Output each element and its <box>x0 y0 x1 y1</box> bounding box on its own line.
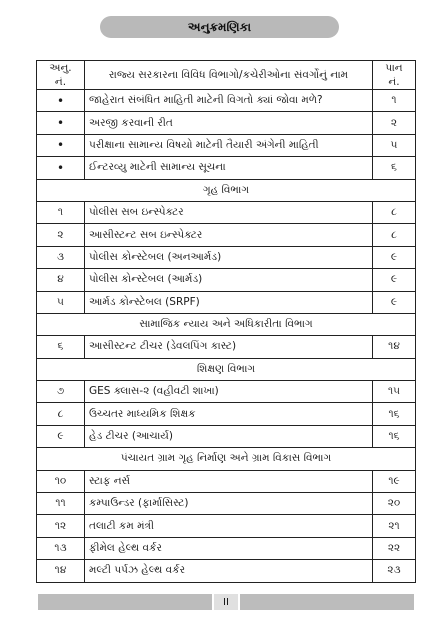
table-row <box>37 201 416 223</box>
row-page-no: ૨૩ <box>373 560 416 582</box>
row-serial-no: ૭ <box>37 381 85 403</box>
row-page-no: ૯ <box>373 291 416 313</box>
bullet-icon: • <box>37 90 85 112</box>
bullet-item-page: ૧ <box>373 90 416 112</box>
table-row <box>37 515 416 537</box>
row-page-no: ૧૬ <box>373 403 416 425</box>
row-serial-no: ૮ <box>37 403 85 425</box>
row-cadre-name: પોલીસ સબ ઇન્સ્પેક્ટર <box>85 201 373 223</box>
bullet-item-label: ઈન્ટરવ્યુ માટેની સામાન્ય સૂચના <box>85 157 373 179</box>
table-header-row <box>37 61 416 90</box>
header-serial-no: અનુ. નં. <box>37 61 85 90</box>
row-page-no: ૧૯ <box>373 470 416 492</box>
row-cadre-name: ફીમેલ હેલ્થ વર્કર <box>85 537 373 559</box>
row-serial-no: ૩ <box>37 246 85 268</box>
row-page-no: ૮ <box>373 224 416 246</box>
page-title: અનુક્રમણિકા <box>100 16 339 38</box>
bullet-row <box>37 90 416 112</box>
header-page-no: પાન નં. <box>373 61 416 90</box>
row-page-no: ૨૦ <box>373 493 416 515</box>
contents-table <box>36 60 416 583</box>
row-serial-no: ૧૦ <box>37 470 85 492</box>
section-title: સામાજિક ન્યાય અને અધિકારીતા વિભાગ <box>37 313 416 335</box>
bullet-item-label: જાહેરાત સંબંધિત માહિતી માટેની વિગતો ક્યાં જોવા મળે? <box>85 90 373 112</box>
header-cadre-name: રાજ્ય સરકારના વિવિધ વિભાગો/કચેરીઓના સંવર્ગોનું નામ <box>85 61 373 90</box>
bullet-item-label: પરીક્ષાના સામાન્ય વિષયો માટેની તૈયારી અંગેની માહિતી <box>85 134 373 156</box>
row-cadre-name: કમ્પાઉન્ડર (ફાર્માસિસ્ટ) <box>85 493 373 515</box>
bullet-icon: • <box>37 112 85 134</box>
footer-bar-left <box>38 594 212 610</box>
page-number: II <box>214 594 238 610</box>
row-page-no: ૯ <box>373 269 416 291</box>
row-cadre-name: સ્ટાફ નર્સ <box>85 470 373 492</box>
table-row <box>37 493 416 515</box>
section-header-row <box>37 448 416 470</box>
row-page-no: ૧૬ <box>373 425 416 447</box>
table-row <box>37 381 416 403</box>
section-title: શિક્ષણ વિભાગ <box>37 358 416 380</box>
table-row <box>37 291 416 313</box>
table-row <box>37 224 416 246</box>
footer-bar-right <box>240 594 414 610</box>
row-page-no: ૧૫ <box>373 381 416 403</box>
row-cadre-name: GES ક્લાસ-૨ (વહીવટી શાખા) <box>85 381 373 403</box>
row-serial-no: ૧૧ <box>37 493 85 515</box>
table-row <box>37 403 416 425</box>
table-row <box>37 336 416 358</box>
table-row <box>37 246 416 268</box>
row-cadre-name: પોલીસ કોન્સ્ટેબલ (આર્મડ) <box>85 269 373 291</box>
row-serial-no: ૧ <box>37 201 85 223</box>
bullet-icon: • <box>37 134 85 156</box>
row-serial-no: ૬ <box>37 336 85 358</box>
row-serial-no: ૨ <box>37 224 85 246</box>
table-row <box>37 537 416 559</box>
row-page-no: ૨૨ <box>373 537 416 559</box>
section-header-row <box>37 179 416 201</box>
row-cadre-name: આસીસ્ટન્ટ ટીચર (ડેવલપિંગ કાસ્ટ) <box>85 336 373 358</box>
row-cadre-name: ઉચ્ચતર માધ્યમિક શિક્ષક <box>85 403 373 425</box>
row-serial-no: ૫ <box>37 291 85 313</box>
row-serial-no: ૪ <box>37 269 85 291</box>
row-cadre-name: હેડ ટીચર (આચાર્ય) <box>85 425 373 447</box>
row-cadre-name: આર્મડ કોન્સ્ટેબલ (SRPF) <box>85 291 373 313</box>
table-row <box>37 470 416 492</box>
row-cadre-name: તલાટી કમ મંત્રી <box>85 515 373 537</box>
table-row <box>37 269 416 291</box>
bullet-row <box>37 157 416 179</box>
row-page-no: ૨૧ <box>373 515 416 537</box>
row-cadre-name: પોલીસ કોન્સ્ટેબલ (અનઆર્મડ) <box>85 246 373 268</box>
bullet-row <box>37 134 416 156</box>
table-row <box>37 560 416 582</box>
section-header-row <box>37 358 416 380</box>
bullet-item-page: ૬ <box>373 157 416 179</box>
bullet-item-page: ૨ <box>373 112 416 134</box>
bullet-item-page: ૫ <box>373 134 416 156</box>
row-serial-no: ૧૪ <box>37 560 85 582</box>
bullet-icon: • <box>37 157 85 179</box>
row-serial-no: ૯ <box>37 425 85 447</box>
row-serial-no: ૧૩ <box>37 537 85 559</box>
section-title: પંચાયત ગ્રામ ગૃહ નિર્માણ અને ગ્રામ વિકાસ વિભાગ <box>37 448 416 470</box>
row-cadre-name: મલ્ટી પર્પઝ હેલ્થ વર્કર <box>85 560 373 582</box>
bullet-row <box>37 112 416 134</box>
section-header-row <box>37 313 416 335</box>
row-page-no: ૯ <box>373 246 416 268</box>
row-page-no: ૮ <box>373 201 416 223</box>
row-page-no: ૧૪ <box>373 336 416 358</box>
row-cadre-name: આસીસ્ટન્ટ સબ ઇન્સ્પેક્ટર <box>85 224 373 246</box>
section-title: ગૃહ વિભાગ <box>37 179 416 201</box>
row-serial-no: ૧૨ <box>37 515 85 537</box>
bullet-item-label: અરજી કરવાની રીત <box>85 112 373 134</box>
table-row <box>37 425 416 447</box>
